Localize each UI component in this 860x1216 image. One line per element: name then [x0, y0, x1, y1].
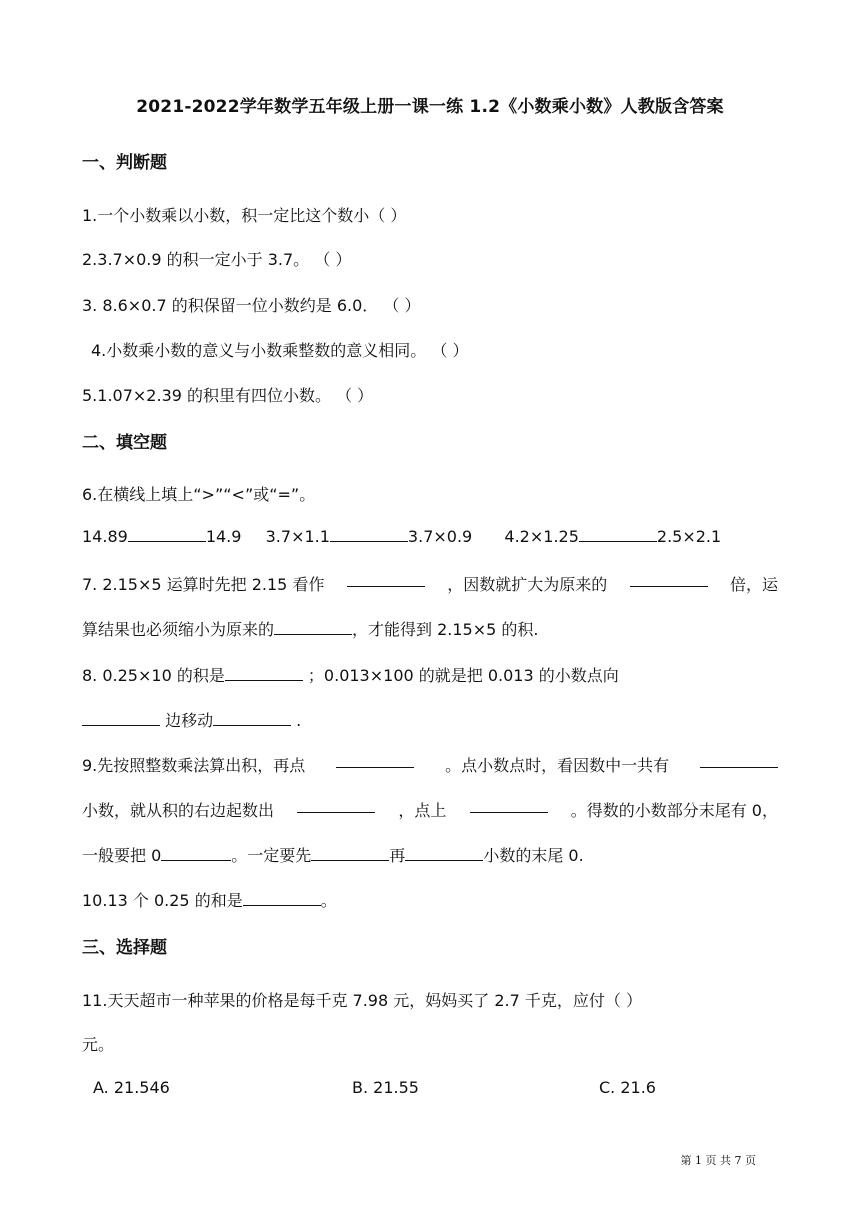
- page-footer: 第 1 页 共 7 页: [680, 1154, 756, 1167]
- q6-b-left: 3.7×1.1: [265, 527, 330, 546]
- question-8-line-2: [82, 708, 301, 731]
- option-a: A. 21.546: [93, 1078, 170, 1097]
- q9-text: ，点上: [398, 801, 447, 820]
- question-4: 4.小数乘小数的意义与小数乘整数的意义相同。 （ ）: [91, 341, 469, 360]
- section-heading-fill-in: 二、填空题: [82, 433, 167, 453]
- question-6-stem: 6.在横线上填上“>”“<”或“=”。: [82, 485, 316, 504]
- answer-blank: [347, 572, 425, 587]
- q9-text: 一般要把 0: [82, 846, 162, 865]
- q6-c-left: 4.2×1.25: [504, 527, 579, 546]
- q10-text: 10.13 个 0.25 的和是: [82, 891, 243, 910]
- q9-text: 9.先按照整数乘法算出积，再点: [82, 756, 306, 775]
- question-8-line-1: [82, 663, 619, 686]
- question-9-line-1: [82, 753, 778, 776]
- answer-blank: [128, 527, 206, 542]
- answer-blank: [161, 846, 231, 861]
- q6-c-right: 2.5×2.1: [656, 527, 722, 546]
- question-10: [82, 888, 337, 911]
- question-2: 2.3.7×0.9 的积一定小于 3.7。 （ ）: [82, 250, 352, 269]
- question-1: 1.一个小数乘以小数，积一定比这个数小（ ）: [82, 206, 407, 225]
- q9-text: 。得数的小数部分末尾有 0，: [570, 801, 778, 820]
- question-3: 3. 8.6×0.7 的积保留一位小数约是 6.0． （ ）: [82, 296, 421, 315]
- answer-blank: [336, 753, 414, 768]
- answer-blank: [579, 527, 657, 542]
- q8-text: ；0.013×100 的就是把 0.013 的小数点向: [302, 666, 619, 685]
- option-c: C. 21.6: [599, 1078, 656, 1097]
- section-heading-judgment: 一、判断题: [82, 153, 167, 173]
- q9-text: 小数，就从积的右边起数出: [82, 801, 275, 820]
- document-title: 2021-2022学年数学五年级上册一课一练 1.2《小数乘小数》人教版含答案: [136, 97, 724, 117]
- answer-blank: [225, 666, 303, 681]
- question-5: 5.1.07×2.39 的积里有四位小数。 （ ）: [82, 386, 374, 405]
- question-9-line-3: [82, 843, 584, 866]
- q6-b-right: 3.7×0.9: [407, 527, 473, 546]
- q10-text: 。: [320, 891, 337, 910]
- answer-blank: [405, 846, 483, 861]
- answer-blank: [297, 798, 375, 813]
- question-7-line-2: [82, 617, 539, 640]
- question-9-line-2: [82, 798, 778, 821]
- q6-a-right: 14.9: [205, 527, 242, 546]
- q9-text: 再: [389, 846, 406, 865]
- answer-blank: [470, 798, 548, 813]
- q7-text: 7. 2.15×5 运算时先把 2.15 看作: [82, 575, 325, 594]
- q9-text: 。一定要先: [231, 846, 312, 865]
- q9-text: 小数的末尾 0.: [483, 846, 584, 865]
- question-11-stem-2: 元。: [82, 1035, 115, 1054]
- q9-text: 。点小数点时，看因数中一共有: [445, 756, 670, 775]
- q7-text: 算结果也必须缩小为原来的: [82, 620, 275, 639]
- q7-text: ，因数就扩大为原来的: [447, 575, 608, 594]
- section-heading-choice: 三、选择题: [82, 938, 167, 958]
- question-6-comparisons: [82, 527, 721, 546]
- answer-blank: [274, 620, 352, 635]
- q8-text: 边移动: [160, 711, 214, 730]
- q6-a-left: 14.89: [82, 527, 128, 546]
- q8-text: 8. 0.25×10 的积是: [82, 666, 225, 685]
- answer-blank: [330, 527, 408, 542]
- q7-text: 倍，运: [729, 575, 778, 594]
- answer-blank: [82, 711, 160, 726]
- answer-blank: [311, 846, 389, 861]
- answer-blank: [243, 891, 321, 906]
- question-7-line-1: [82, 572, 778, 595]
- q7-text: ，才能得到 2.15×5 的积.: [352, 620, 539, 639]
- q8-text: .: [291, 711, 302, 730]
- answer-blank: [630, 572, 708, 587]
- answer-blank: [700, 753, 778, 768]
- question-11-stem-1: 11.天天超市一种苹果的价格是每千克 7.98 元，妈妈买了 2.7 千克，应付（ ）: [82, 991, 642, 1010]
- answer-blank: [213, 711, 291, 726]
- option-b: B. 21.55: [352, 1078, 419, 1097]
